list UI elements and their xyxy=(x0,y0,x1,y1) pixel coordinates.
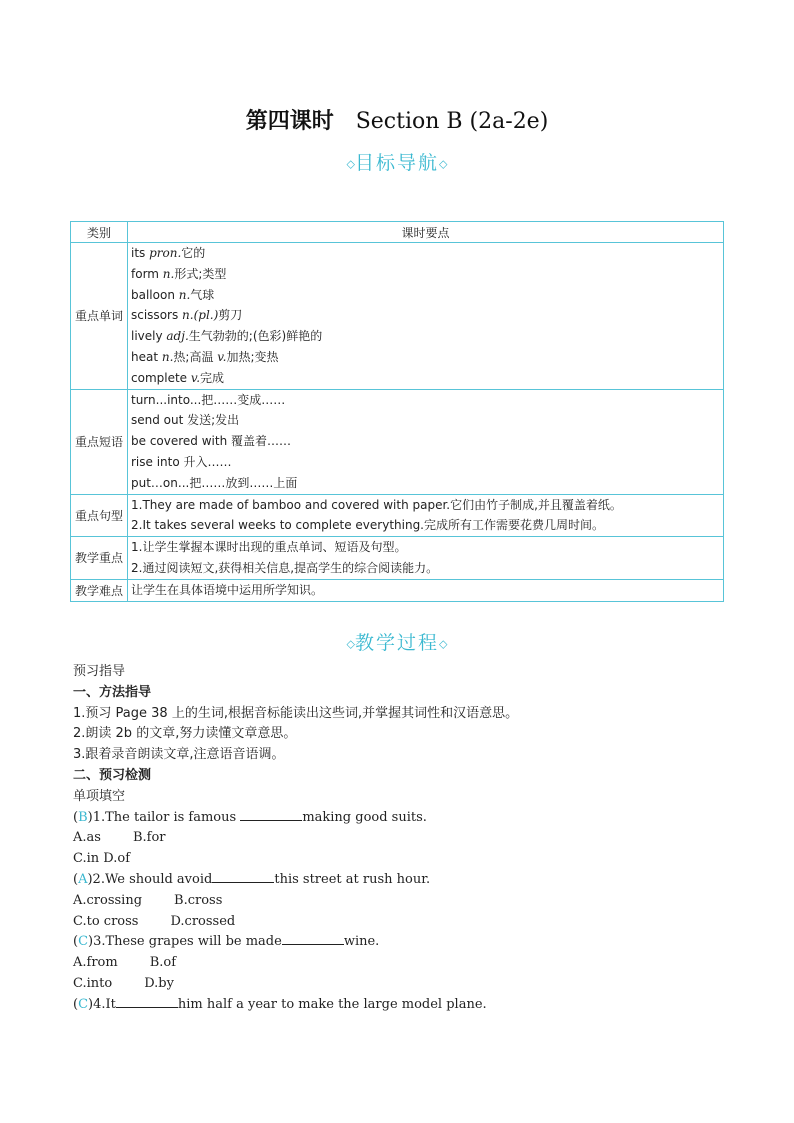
diamond-icon: ◇ xyxy=(346,157,355,171)
option: A.crossing xyxy=(73,892,143,908)
method-item: 2.朗读 2b 的文章,努力读懂文章意思。 xyxy=(73,726,297,742)
point-text: lively xyxy=(131,329,167,344)
point-line xyxy=(131,452,720,473)
table-row xyxy=(71,494,724,537)
row-category: 教学难点 xyxy=(71,579,128,601)
answer-blank xyxy=(116,995,178,1008)
answer-mark: A xyxy=(78,871,88,887)
option: B.of xyxy=(149,955,177,971)
row-category: 重点句型 xyxy=(71,494,128,537)
goals-table xyxy=(70,221,724,602)
option: D.by xyxy=(144,975,174,991)
point-line xyxy=(131,580,720,601)
point-text: 完成 xyxy=(200,370,225,385)
header-category: 类别 xyxy=(71,222,128,243)
question-text: making good suits. xyxy=(302,809,427,825)
goals-heading-text: 目标导航 xyxy=(354,152,439,174)
point-text: 加热;变热 xyxy=(226,349,279,364)
part-of-speech: n. xyxy=(178,287,191,302)
process-heading xyxy=(0,628,794,655)
method-title: 一、方法指导 xyxy=(73,684,152,700)
point-text: 2.通过阅读短文,获得相关信息,提高学生的综合阅读能力。 xyxy=(131,560,439,575)
table-row xyxy=(71,579,724,601)
question-text: 2.We should avoid xyxy=(92,871,213,887)
point-line xyxy=(131,515,720,536)
option-line xyxy=(73,974,733,995)
answer-blank xyxy=(212,870,274,883)
point-line xyxy=(131,495,720,516)
diamond-icon: ◇ xyxy=(346,637,355,651)
point-text: 热;高温 xyxy=(173,349,218,364)
point-line xyxy=(131,305,720,326)
point-text: 气球 xyxy=(190,287,215,302)
point-text: its xyxy=(131,246,150,260)
point-line xyxy=(131,558,720,579)
row-category: 重点单词 xyxy=(71,243,128,390)
point-text: 让学生在具体语境中运用所学知识。 xyxy=(131,582,324,597)
point-text: balloon xyxy=(131,287,179,302)
point-line xyxy=(131,347,720,368)
option: C.to cross xyxy=(73,913,139,929)
question-line: (B)1.The tailor is famous making good suits. xyxy=(73,809,427,825)
point-text: be covered with 覆盖着…… xyxy=(131,434,291,449)
point-text: heat xyxy=(131,349,162,364)
row-category: 重点短语 xyxy=(71,389,128,494)
option-line xyxy=(73,828,733,849)
option: B.cross xyxy=(174,892,223,908)
option: B.for xyxy=(132,830,166,846)
part-of-speech: n. xyxy=(162,266,175,281)
point-text: 1.让学生掌握本课时出现的重点单词、短语及句型。 xyxy=(131,540,407,555)
point-line xyxy=(131,326,720,347)
point-text: rise into 升入…… xyxy=(131,454,232,469)
answer-mark: B xyxy=(78,809,88,825)
answer-blank xyxy=(240,808,302,821)
point-line xyxy=(131,390,720,411)
title-lesson: 第四课时 xyxy=(245,108,334,134)
question-line: (A)2.We should avoid this street at rush hour. xyxy=(73,871,431,887)
option: C.in D.of xyxy=(73,851,131,867)
option: A.as xyxy=(73,830,101,846)
method-item: 3.跟着录音朗读文章,注意语音语调。 xyxy=(73,747,285,763)
row-points xyxy=(128,494,724,537)
process-heading-text: 教学过程 xyxy=(354,632,439,654)
option-line xyxy=(73,849,733,870)
question-text: 4.It xyxy=(93,996,116,1012)
part-of-speech: n.(pl.) xyxy=(182,308,219,323)
question-line: (C)4.It him half a year to make the large model plane. xyxy=(73,996,487,1012)
row-points xyxy=(128,389,724,494)
point-line xyxy=(131,285,720,306)
point-line xyxy=(131,368,720,389)
preview-section xyxy=(73,662,733,1016)
point-text: 2.It takes several weeks to complete everything.完成所有工作需要花费几周时间。 xyxy=(131,518,604,533)
answer-mark: C xyxy=(78,934,89,950)
point-text: turn...into...把……变成…… xyxy=(131,392,286,407)
option: C.into xyxy=(73,975,113,991)
part-of-speech: n. xyxy=(161,349,174,364)
question-text: 3.These grapes will be made xyxy=(93,934,282,950)
question-text: him half a year to make the large model plane. xyxy=(177,996,487,1012)
page-title xyxy=(0,104,794,135)
check-title: 二、预习检测 xyxy=(73,767,152,783)
option: A.from xyxy=(73,955,118,971)
question-text: 1.The tailor is famous xyxy=(92,809,241,825)
exercise-type: 单项填空 xyxy=(73,788,126,804)
header-points: 课时要点 xyxy=(128,222,724,243)
point-text: form xyxy=(131,266,163,281)
table-row xyxy=(71,537,724,580)
question-text: wine. xyxy=(343,934,380,950)
title-section: Section B (2a-2e) xyxy=(355,109,549,134)
point-line xyxy=(131,264,720,285)
goals-heading xyxy=(0,148,794,175)
point-text: send out 发送;发出 xyxy=(131,413,240,428)
part-of-speech: v. xyxy=(217,349,227,364)
table-row xyxy=(71,389,724,494)
point-text: 剪刀 xyxy=(218,308,243,323)
point-text: 它的 xyxy=(181,246,206,260)
point-text: scissors xyxy=(131,308,183,323)
table-header-row xyxy=(71,222,724,243)
method-item: 1.预习 Page 38 上的生词,根据音标能读出这些词,并掌握其词性和汉语意思。 xyxy=(73,705,519,721)
part-of-speech: v. xyxy=(190,370,201,385)
point-line xyxy=(131,473,720,494)
diamond-icon: ◇ xyxy=(439,637,448,651)
part-of-speech: pron. xyxy=(149,246,182,260)
diamond-icon: ◇ xyxy=(439,157,448,171)
answer-mark: C xyxy=(78,996,89,1012)
question-text: this street at rush hour. xyxy=(274,871,431,887)
point-line xyxy=(131,537,720,558)
point-text: 形式;类型 xyxy=(174,266,227,281)
row-points xyxy=(128,579,724,601)
answer-blank xyxy=(282,932,344,945)
point-text: put…on...把……放到……上面 xyxy=(131,475,298,490)
point-line xyxy=(131,243,720,264)
row-category: 教学重点 xyxy=(71,537,128,580)
option-line xyxy=(73,953,733,974)
option-line xyxy=(73,891,733,912)
point-line xyxy=(131,431,720,452)
question-line: (C)3.These grapes will be made wine. xyxy=(73,934,380,950)
point-text: complete xyxy=(131,370,191,385)
row-points xyxy=(128,243,724,390)
part-of-speech: adj. xyxy=(166,329,189,344)
option: D.crossed xyxy=(170,913,236,929)
point-text: 生气勃勃的;(色彩)鲜艳的 xyxy=(188,329,323,344)
point-text: 1.They are made of bamboo and covered with paper.它们由竹子制成,并且覆盖着纸。 xyxy=(131,497,622,512)
row-points xyxy=(128,537,724,580)
table-row xyxy=(71,243,724,390)
point-line xyxy=(131,410,720,431)
option-line xyxy=(73,912,733,933)
question-list xyxy=(73,808,733,1016)
guide-title: 预习指导 xyxy=(73,664,126,679)
